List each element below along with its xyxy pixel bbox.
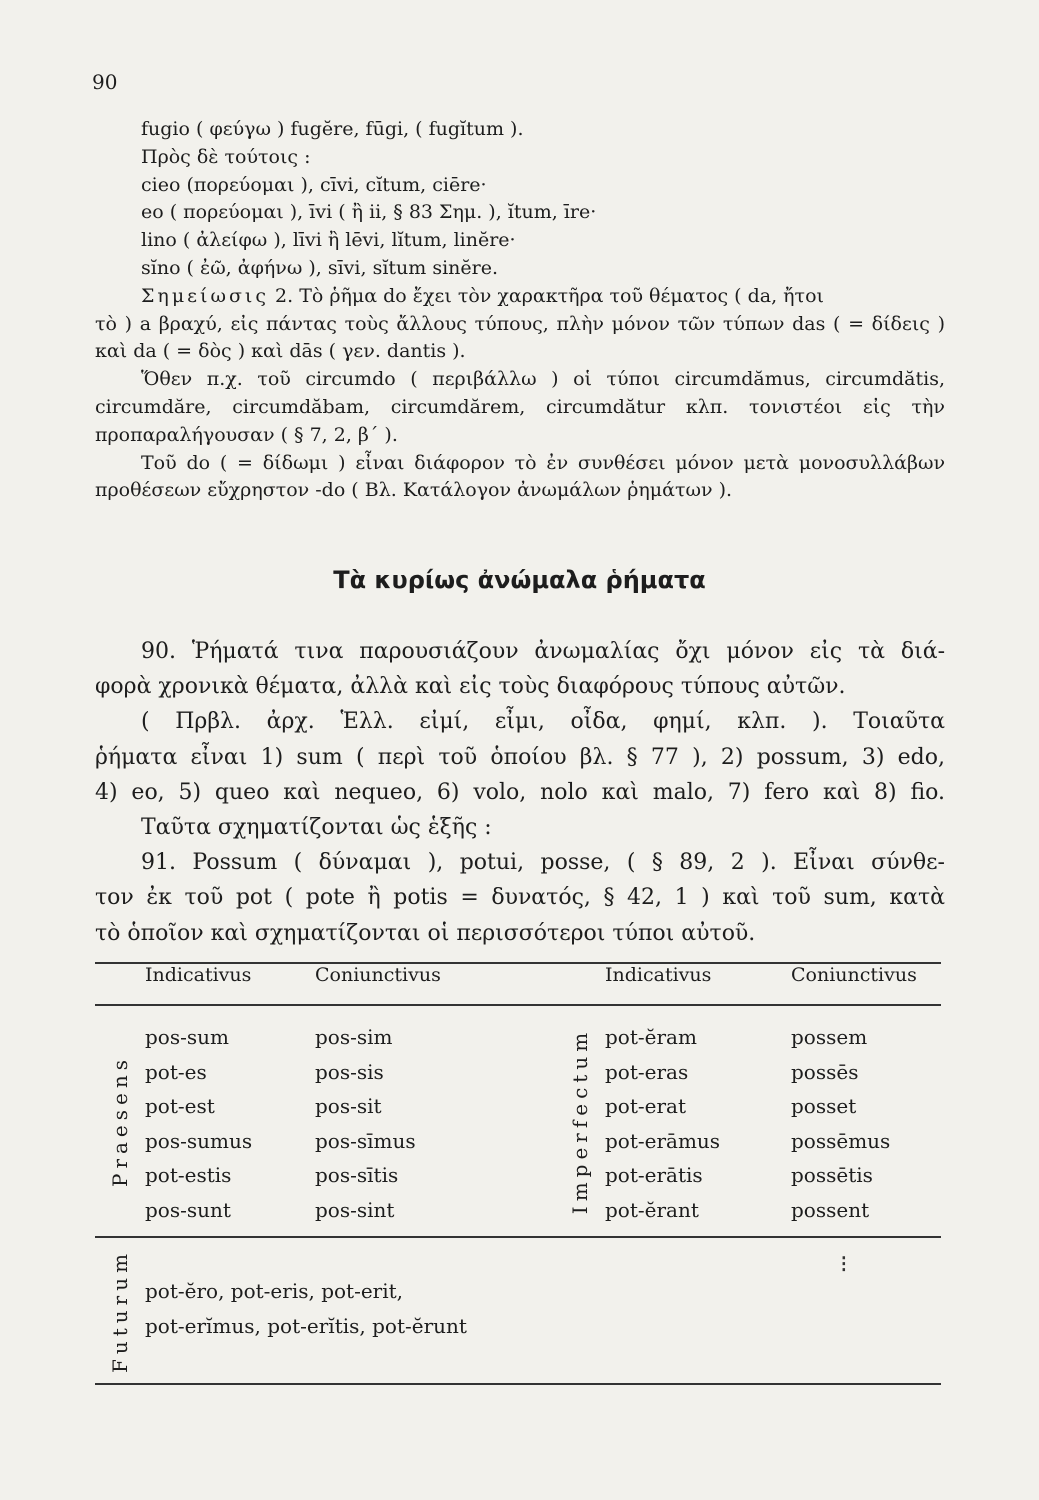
form: pos-sīmus [315, 1128, 416, 1153]
note-line: προπαραλήγουσαν ( § 7, 2, β´ ). [95, 423, 398, 446]
note-line: circumdăre, circumdăbam, circumdărem, circumdătur κλπ. τονιστέοι εἰς τὴν [95, 395, 945, 418]
form: possēs [791, 1059, 859, 1084]
verb-line: sĭno ( ἐῶ, ἀφήνω ), sīvi, sĭtum sinĕre. [141, 256, 499, 279]
form: pot-erāmus [605, 1128, 721, 1153]
form: pos-sint [315, 1197, 395, 1222]
imperfectum-coniunctivus [791, 1005, 941, 1237]
form-line: pot-ĕro, pot-eris, pot-erit, [145, 1279, 404, 1303]
header-coniunctivus: Coniunctivus [315, 964, 441, 986]
note-line: Τοῦ do ( = δίδωμι ) εἶναι διάφορον τὸ ἐν συνθέσει μόνον μετὰ μονοσυλλάβων [141, 451, 945, 474]
header-coniunctivus: Coniunctivus [791, 964, 917, 986]
form: possēmus [791, 1128, 891, 1153]
form: possem [791, 1025, 868, 1049]
futurum-label-cell [95, 1237, 145, 1384]
paragraph-line: 91. Possum ( δύναμαι ), potui, posse, ( § 89, 2 ). Εἶναι σύνθε- [141, 850, 945, 876]
form: pos-sum [145, 1025, 229, 1049]
form: possētis [791, 1163, 873, 1187]
page-number: 90 [92, 70, 118, 94]
form: pos-sunt [145, 1197, 231, 1222]
header-indicativus: Indicativus [605, 964, 712, 986]
form: possent [791, 1197, 870, 1222]
form: pot-erātis [605, 1163, 703, 1187]
form: pos-sis [315, 1059, 384, 1084]
conjugation-table [95, 962, 941, 1385]
futurum-label: Futurum [108, 1248, 132, 1373]
form: pos-sumus [145, 1128, 253, 1153]
body-section [95, 634, 945, 951]
form: pos-sītis [315, 1163, 399, 1187]
note-line: προθέσεων εὔχρηστον -do ( Βλ. Κατάλογον ἀνωμάλων ῥημάτων ). [95, 479, 733, 502]
praesens-label-cell [95, 1005, 145, 1237]
form: pos-sim [315, 1025, 393, 1049]
imperfectum-indicativus [605, 1005, 791, 1237]
header-indicativus: Indicativus [145, 964, 252, 986]
verb-line: fugio ( φεύγω ) fugĕre, fūgi, ( fugĭtum ). [141, 118, 524, 140]
form-line: pot-erĭmus, pot-erĭtis, pot-ĕrunt [145, 1313, 467, 1338]
form: pot-erat [605, 1094, 686, 1118]
paragraph-line: ( Πρβλ. ἀρχ. Ἑλλ. εἰμί, εἶμι, οἶδα, φημί, κλπ. ). Τοιαῦτα [141, 709, 945, 735]
verb-line: eo ( πορεύομαι ), īvi ( ἢ ii, § 83 Σημ. ), ĭtum, īre· [141, 201, 597, 224]
paragraph-line: ῥήματα εἶναι 1) sum ( περὶ τοῦ ὁποίου βλ. § 77 ), 2) possum, 3) edo, [95, 744, 945, 770]
note-line [95, 283, 945, 311]
table-row-present-imperfect [95, 1005, 941, 1237]
form: pot-estis [145, 1163, 232, 1187]
form: pot-es [145, 1059, 207, 1084]
form: posset [791, 1094, 857, 1118]
top-section [95, 116, 945, 505]
futurum-forms [145, 1237, 941, 1384]
imperfectum-label: Imperfectum [568, 1027, 592, 1215]
section-title: Τὰ κυρίως ἀνώμαλα ῥήματα [333, 566, 706, 594]
note-line: Ὅθεν π.χ. τοῦ circumdo ( περιβάλλω ) οἱ τύποι circumdămus, circumdătis, [141, 368, 945, 391]
praesens-coniunctivus [315, 1005, 555, 1237]
praesens-label: Praesens [108, 1054, 132, 1188]
paragraph-line: Ταῦτα σχηματίζονται ὡς ἑξῆς : [141, 815, 492, 841]
paragraph-line: 90. Ῥήματά τινα παρουσιάζουν ἀνωμαλίας ὄχι μόνον εἰς τὰ διά- [141, 639, 945, 664]
paragraph-line: 4) eo, 5) queo καὶ nequeo, 6) volo, nolo καὶ malo, 7) fero καὶ 8) fio. [95, 779, 945, 805]
paragraph-line: τον ἐκ τοῦ pot ( pote ἢ potis = δυνατός, § 42, 1 ) καὶ τοῦ sum, κατὰ [95, 885, 945, 911]
form: pot-est [145, 1094, 215, 1118]
imperfectum-label-cell [555, 1005, 605, 1237]
verb-line: lino ( ἀλείφω ), līvi ἢ lēvi, lĭtum, linĕre· [141, 229, 516, 252]
form: pot-ĕram [605, 1025, 697, 1049]
paragraph-line: τὸ ὁποῖον καὶ σχηματίζονται οἱ περισσότεροι τύποι αὐτοῦ. [95, 920, 756, 946]
note-label: Σημείωσις [141, 284, 270, 307]
form: pot-ĕrant [605, 1197, 699, 1222]
verb-line: cieo (πορεύομαι ), cīvi, cĭtum, ciēre· [141, 173, 487, 196]
table-row-future [95, 1237, 941, 1384]
paragraph-line: φορὰ χρονικὰ θέματα, ἀλλὰ καὶ εἰς τοὺς διαφόρους τύπους αὐτῶν. [95, 674, 846, 700]
form: pos-sit [315, 1094, 382, 1118]
form: pot-eras [605, 1059, 689, 1084]
note-text: 2. Τὸ ῥῆμα do ἔχει τὸν χαρακτῆρα τοῦ θέματος ( da, ἤτοι [269, 284, 824, 307]
table-header-row [95, 963, 941, 1005]
margin-mark: ⁝ [840, 1250, 848, 1278]
praesens-indicativus [145, 1005, 315, 1237]
note-line: τὸ ) a βραχύ, εἰς πάντας τοὺς ἄλλους τύπους, πλὴν μόνον τῶν τύπων das ( = δίδεις ) [95, 312, 945, 335]
note-line: καὶ da ( = δὸς ) καὶ dās ( γεν. dantis ). [95, 340, 466, 363]
verb-line: Πρὸς δὲ τούτοις : [141, 145, 311, 168]
